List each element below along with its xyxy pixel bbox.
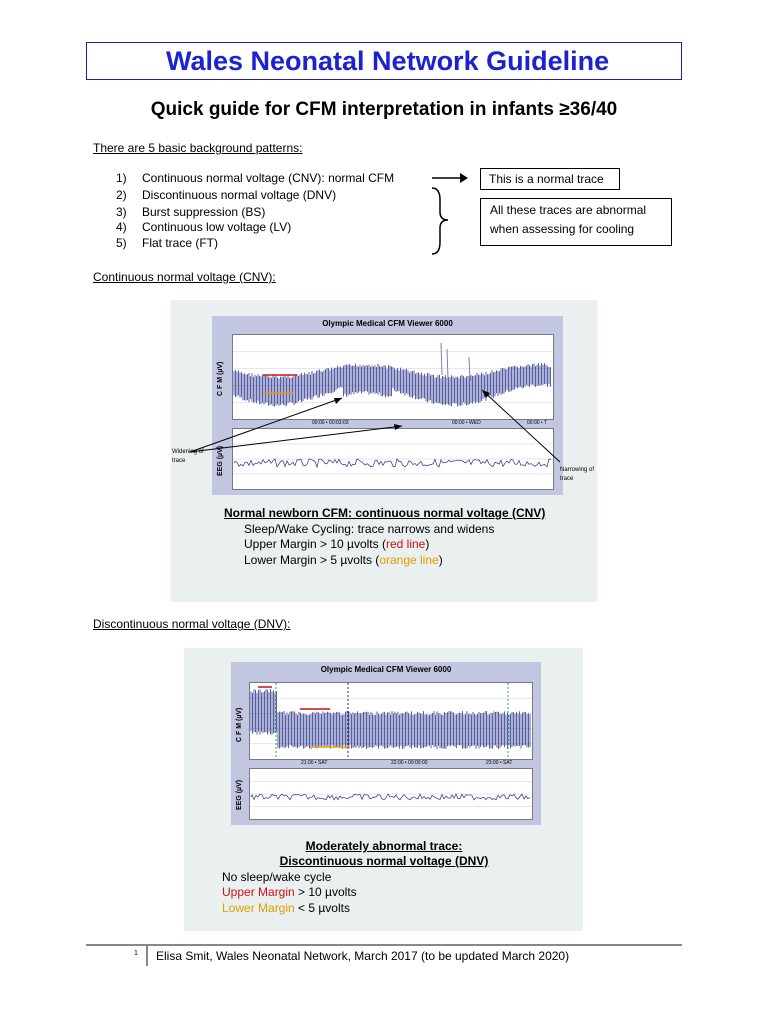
artifact-spikes <box>441 343 470 381</box>
cnv-caption-line1: Sleep/Wake Cycling: trace narrows and widens <box>244 522 495 536</box>
pattern-num: 2) <box>116 188 127 202</box>
eeg-wave <box>251 794 530 800</box>
cnv-upper-margin <box>244 537 429 551</box>
pattern-text: Discontinuous normal voltage (DNV) <box>142 188 337 202</box>
pattern-text: Continuous low voltage (LV) <box>142 220 292 234</box>
intro-text: There are 5 basic background patterns: <box>93 141 303 155</box>
dnv-chart-title: Olympic Medical CFM Viewer 6000 <box>320 665 452 674</box>
cnv-caption-title: Normal newborn CFM: continuous normal voltage (CNV) <box>224 506 546 520</box>
footer-page-number: 1 <box>134 950 138 957</box>
pattern-text: Flat trace (FT) <box>142 236 219 250</box>
pattern-num: 5) <box>116 236 127 250</box>
cnv-chart-title: Olympic Medical CFM Viewer 6000 <box>322 319 453 328</box>
dnv-eeg-axis-label: EEG (µV) <box>236 779 243 810</box>
widening-label: Widening of trace <box>172 449 204 464</box>
page-subtitle: Quick guide for CFM interpretation in infants ≥36/40 <box>150 99 618 120</box>
footer-text: Elisa Smit, Wales Neonatal Network, March 2017 (to be updated March 2020) <box>156 949 570 963</box>
header-title: Wales Neonatal Network Guideline <box>166 46 610 76</box>
pattern-item-2 <box>116 188 336 202</box>
pattern-num: 4) <box>116 220 127 234</box>
pattern-item-5 <box>116 236 218 250</box>
dnv-eeg-plot <box>249 768 533 820</box>
dnv-upper-margin <box>222 885 357 899</box>
orange-line-label: orange line <box>379 553 439 567</box>
dnv-time-label-1: 21:00 • SAT <box>301 760 328 766</box>
pattern-num: 1) <box>116 171 127 185</box>
dnv-upper-value: > 10 µvolts <box>294 885 357 899</box>
pattern-num: 3) <box>116 205 127 219</box>
dnv-lower-label: Lower Margin <box>222 901 295 915</box>
dnv-cfm-axis-label: C F M (µV) <box>236 707 243 742</box>
pattern-text: Continuous normal voltage (CNV): normal CFM <box>142 171 395 185</box>
list-annotation-graphics <box>420 168 480 258</box>
callout-abnormal: All these traces are abnormal when assessing for cooling <box>480 198 672 246</box>
callout-normal: This is a normal trace <box>480 168 620 190</box>
cnv-cfm-axis-label: C F M (µV) <box>217 361 224 396</box>
dnv-time-label-3: 23:00 • SAT <box>486 760 513 766</box>
dnv-cfm-plot <box>249 682 533 760</box>
cnv-time-label-2: 00:00 • WED <box>452 420 481 426</box>
dnv-chart <box>231 662 541 825</box>
pattern-item-3 <box>116 205 265 219</box>
dnv-caption-title2: Discontinuous normal voltage (DNV) <box>279 854 489 868</box>
dnv-time-label-2: 22:00 • 00:00:00 <box>391 760 428 766</box>
arrow-right-icon <box>432 173 468 183</box>
red-line-label: red line <box>385 537 426 551</box>
footer-separator <box>146 946 148 966</box>
dnv-line1: No sleep/wake cycle <box>222 870 332 884</box>
lower-margin-prefix: Lower Margin > 5 µvolts ( <box>244 553 380 567</box>
dnv-heading: Discontinuous normal voltage (DNV): <box>93 617 291 631</box>
pattern-item-1 <box>116 171 394 185</box>
dnv-lower-margin <box>222 901 350 915</box>
upper-margin-prefix: Upper Margin > 10 µvolts ( <box>244 537 386 551</box>
footer-divider <box>86 944 682 946</box>
upper-margin-suffix: ) <box>425 537 430 551</box>
arrow-head-icon <box>394 424 402 430</box>
cnv-time-label-1: 00:00 • 00:03:03 <box>312 420 349 426</box>
brace-icon <box>432 188 448 254</box>
arrow-head-icon <box>334 398 342 404</box>
pattern-item-4 <box>116 220 291 234</box>
narrowing-label: Narrowing of trace <box>560 467 595 482</box>
dnv-cfm-trace <box>250 683 532 759</box>
pattern-text: Burst suppression (BS) <box>142 205 266 219</box>
lower-margin-suffix: ) <box>438 553 443 567</box>
dnv-upper-label: Upper Margin <box>222 885 295 899</box>
dnv-eeg-trace <box>250 769 532 819</box>
cnv-heading: Continuous normal voltage (CNV): <box>93 270 276 284</box>
cnv-time-label-3: 00:00 • T <box>527 420 548 426</box>
cnv-eeg-axis-label: EEG (µV) <box>217 445 224 476</box>
dnv-caption-title1: Moderately abnormal trace: <box>305 839 463 853</box>
cnv-lower-margin <box>244 553 443 567</box>
dnv-lower-value: < 5 µvolts <box>294 901 350 915</box>
cnv-annotation-arrows <box>170 380 590 480</box>
